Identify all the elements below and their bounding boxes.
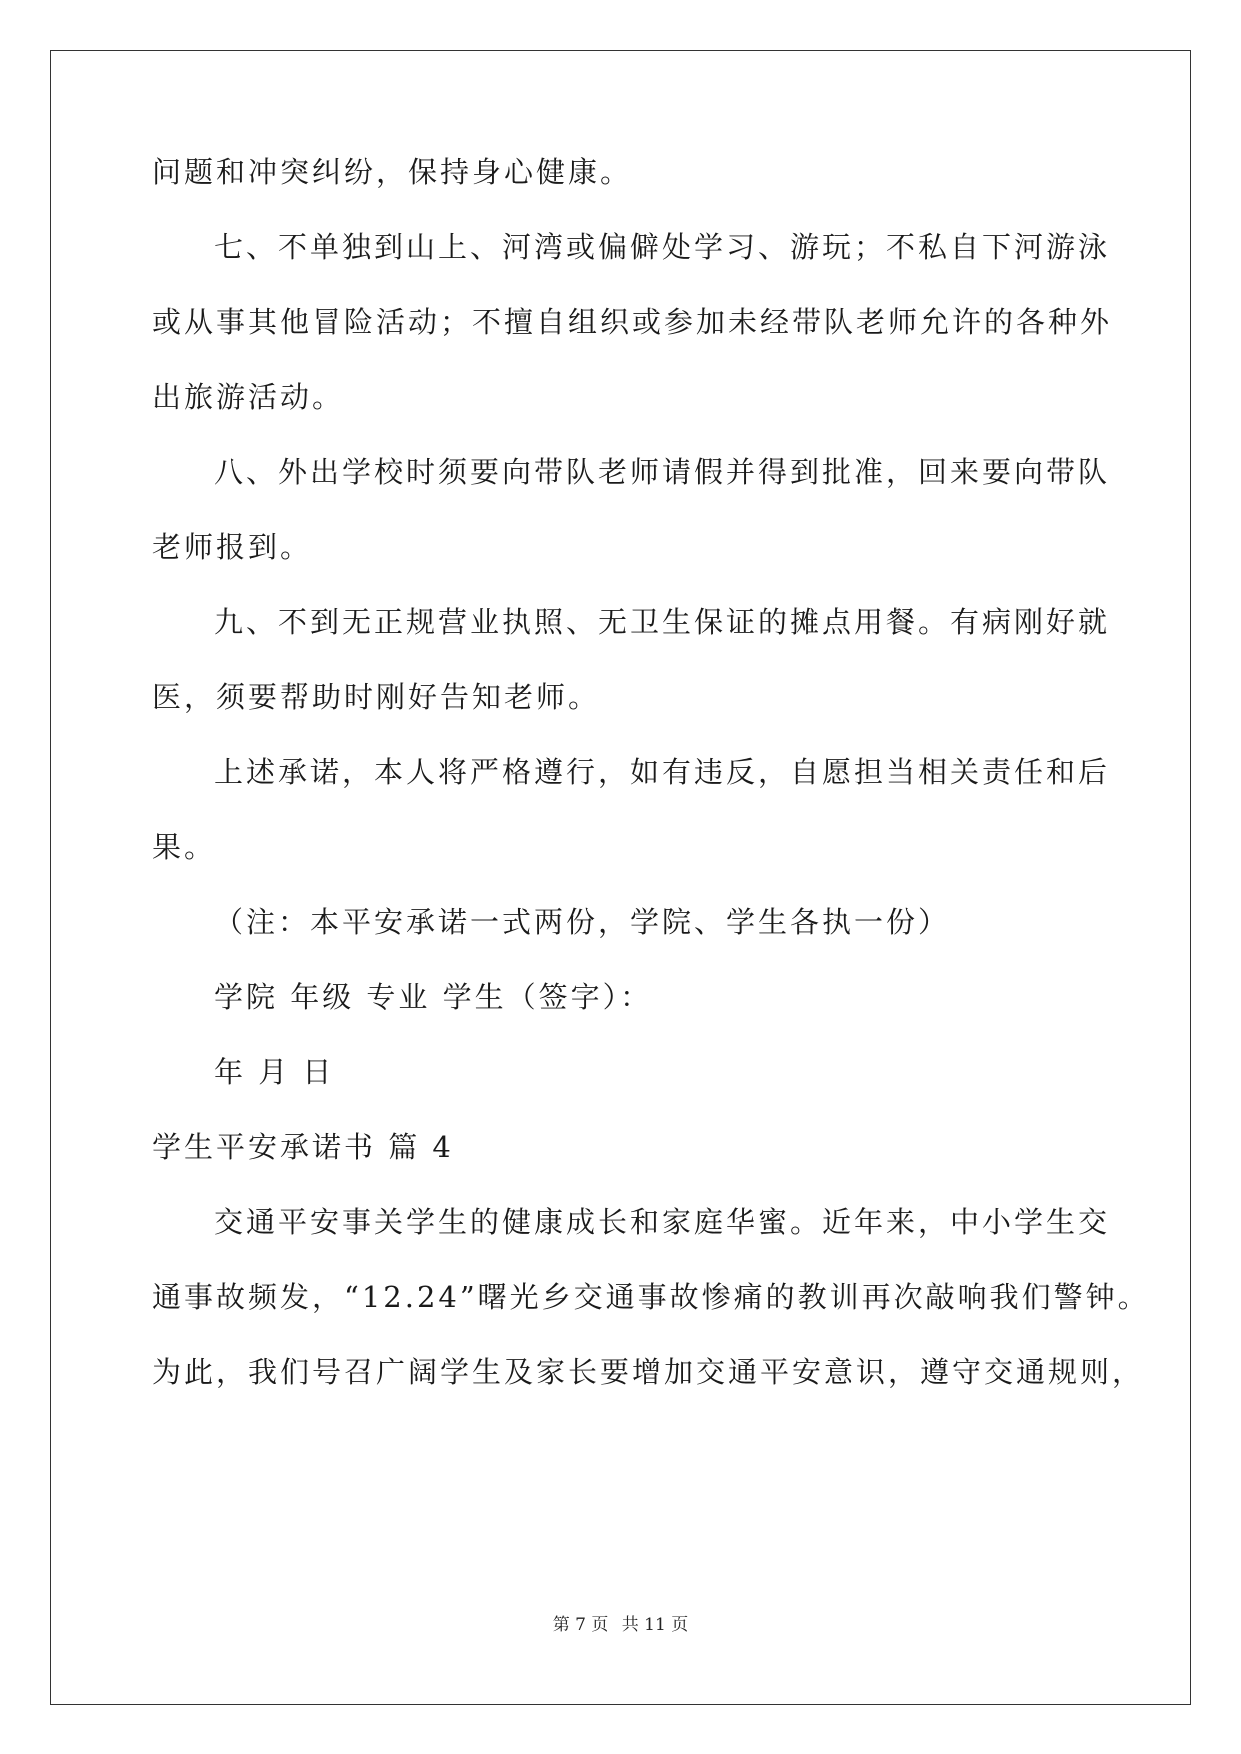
page-total: 共 11 页 bbox=[621, 1615, 689, 1635]
text-line: 通事故频发，“12.24”曙光乡交通事故惨痛的教训再次敲响我们警钟。 bbox=[152, 1280, 1150, 1314]
text-line: 问题和冲突纠纷，保持身心健康。 bbox=[152, 155, 633, 189]
text-line: 九、不到无正规营业执照、无卫生保证的摊点用餐。有病刚好就 bbox=[214, 605, 1111, 639]
text-line: 老师报到。 bbox=[152, 530, 313, 564]
text-line: 为此，我们号召广阔学生及家长要增加交通平安意识，遵守交通规则， bbox=[152, 1355, 1145, 1389]
text-line: 或从事其他冒险活动；不擅自组织或参加未经带队老师允许的各种外 bbox=[152, 305, 1113, 339]
text-line: 果。 bbox=[152, 830, 217, 864]
text-line: 上述承诺，本人将严格遵行，如有违反，自愿担当相关责任和后 bbox=[214, 755, 1111, 789]
text-line: 八、外出学校时须要向带队老师请假并得到批准，回来要向带队 bbox=[214, 455, 1111, 489]
text-line: 医，须要帮助时刚好告知老师。 bbox=[152, 680, 601, 714]
page-number: 第 7 页 bbox=[552, 1615, 609, 1635]
page-footer bbox=[0, 1610, 1241, 1635]
section-heading: 学生平安承诺书 篇 4 bbox=[152, 1130, 454, 1164]
date-line: 年 月 日 bbox=[214, 1055, 335, 1089]
text-line: （注：本平安承诺一式两份，学院、学生各执一份） bbox=[214, 905, 951, 939]
page-border bbox=[50, 50, 1191, 1705]
text-line: 交通平安事关学生的健康成长和家庭华蜜。近年来，中小学生交 bbox=[214, 1205, 1111, 1239]
text-line: 出旅游活动。 bbox=[152, 380, 345, 414]
text-line: 七、不单独到山上、河湾或偏僻处学习、游玩；不私自下河游泳 bbox=[214, 230, 1111, 264]
signature-line: 学院 年级 专业 学生（签字）： bbox=[214, 980, 653, 1014]
